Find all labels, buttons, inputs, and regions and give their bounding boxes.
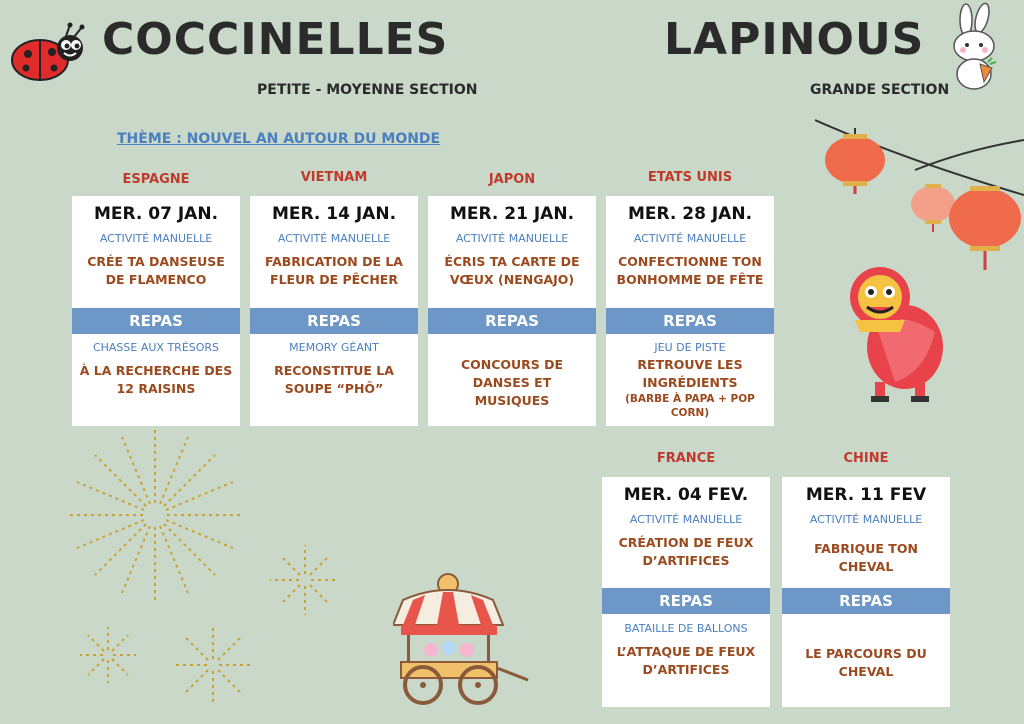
day-card xyxy=(250,196,418,426)
activity-text: CRÉATION DE FEUX D’ARTIFICES xyxy=(618,535,754,568)
afternoon-text: L’ATTAQUE DE FEUX D’ARTIFICES xyxy=(616,644,756,677)
country-label: FRANCE xyxy=(656,451,716,466)
day-card xyxy=(72,196,240,426)
activity-label: ACTIVITÉ MANUELLE xyxy=(455,232,569,245)
repas-bar: REPAS xyxy=(428,308,596,334)
activity-text: FABRICATION DE LA FLEUR DE PÊCHER xyxy=(265,254,403,287)
cotton-candy-cart-icon xyxy=(393,570,533,710)
country-label: JAPON xyxy=(488,172,536,187)
day-card xyxy=(602,477,770,707)
repas-bar: REPAS xyxy=(72,308,240,334)
card-date: MER. 21 JAN. xyxy=(449,204,575,224)
lion-dance-icon xyxy=(845,262,950,404)
activity-label: ACTIVITÉ MANUELLE xyxy=(809,513,923,526)
card-date: MER. 07 JAN. xyxy=(93,204,219,224)
activity-text: CONFECTIONNE TON BONHOMME DE FÊTE xyxy=(616,254,764,287)
right-group-title: LAPINOUS xyxy=(664,14,925,65)
activity-label: ACTIVITÉ MANUELLE xyxy=(99,232,213,245)
afternoon-text: RETROUVE LES INGRÉDIENTS xyxy=(637,357,743,390)
country-label: VIETNAM xyxy=(300,170,368,185)
afternoon-label: BATAILLE DE BALLONS xyxy=(624,622,748,635)
activity-label: ACTIVITÉ MANUELLE xyxy=(633,232,747,245)
card-date: MER. 14 JAN. xyxy=(271,204,397,224)
card-date: MER. 28 JAN. xyxy=(627,204,753,224)
ladybug-icon xyxy=(8,22,88,82)
afternoon-note: (BARBE À PAPA + POP CORN) xyxy=(625,393,755,419)
bunny-icon xyxy=(944,2,1006,92)
lanterns-icon xyxy=(815,100,1024,275)
left-group-subtitle: PETITE - MOYENNE SECTION xyxy=(257,82,478,98)
country-label: ETATS UNIS xyxy=(647,170,733,185)
repas-bar: REPAS xyxy=(250,308,418,334)
afternoon-label: JEU DE PISTE xyxy=(654,341,726,354)
left-group-title: COCCINELLES xyxy=(102,14,449,65)
fireworks-icon xyxy=(60,420,340,710)
day-card xyxy=(782,477,950,707)
activity-label: ACTIVITÉ MANUELLE xyxy=(629,513,743,526)
afternoon-text: RECONSTITUE LA SOUPE “PHÔ” xyxy=(274,363,394,396)
theme-heading: THÈME : NOUVEL AN AUTOUR DU MONDE xyxy=(117,131,441,147)
activity-label: ACTIVITÉ MANUELLE xyxy=(277,232,391,245)
afternoon-text: À LA RECHERCHE DES 12 RAISINS xyxy=(79,363,233,396)
afternoon-label: MEMORY GÉANT xyxy=(289,341,379,354)
activity-text: CRÉE TA DANSEUSE DE FLAMENCO xyxy=(87,254,225,287)
repas-bar: REPAS xyxy=(606,308,774,334)
afternoon-text: LE PARCOURS DU CHEVAL xyxy=(805,646,927,679)
activity-text: FABRIQUE TON CHEVAL xyxy=(814,541,918,574)
card-date: MER. 11 FEV xyxy=(805,485,927,505)
afternoon-text: CONCOURS DE DANSES ET MUSIQUES xyxy=(460,357,564,408)
repas-bar: REPAS xyxy=(602,588,770,614)
country-label: CHINE xyxy=(843,451,889,466)
activity-text: ÉCRIS TA CARTE DE VŒUX (NENGAJO) xyxy=(444,254,580,287)
country-label: ESPAGNE xyxy=(122,172,190,187)
day-card xyxy=(428,196,596,426)
day-card xyxy=(606,196,774,426)
repas-bar: REPAS xyxy=(782,588,950,614)
afternoon-label: CHASSE AUX TRÉSORS xyxy=(92,341,220,354)
right-group-subtitle: GRANDE SECTION xyxy=(810,82,950,98)
card-date: MER. 04 FEV. xyxy=(623,485,749,505)
